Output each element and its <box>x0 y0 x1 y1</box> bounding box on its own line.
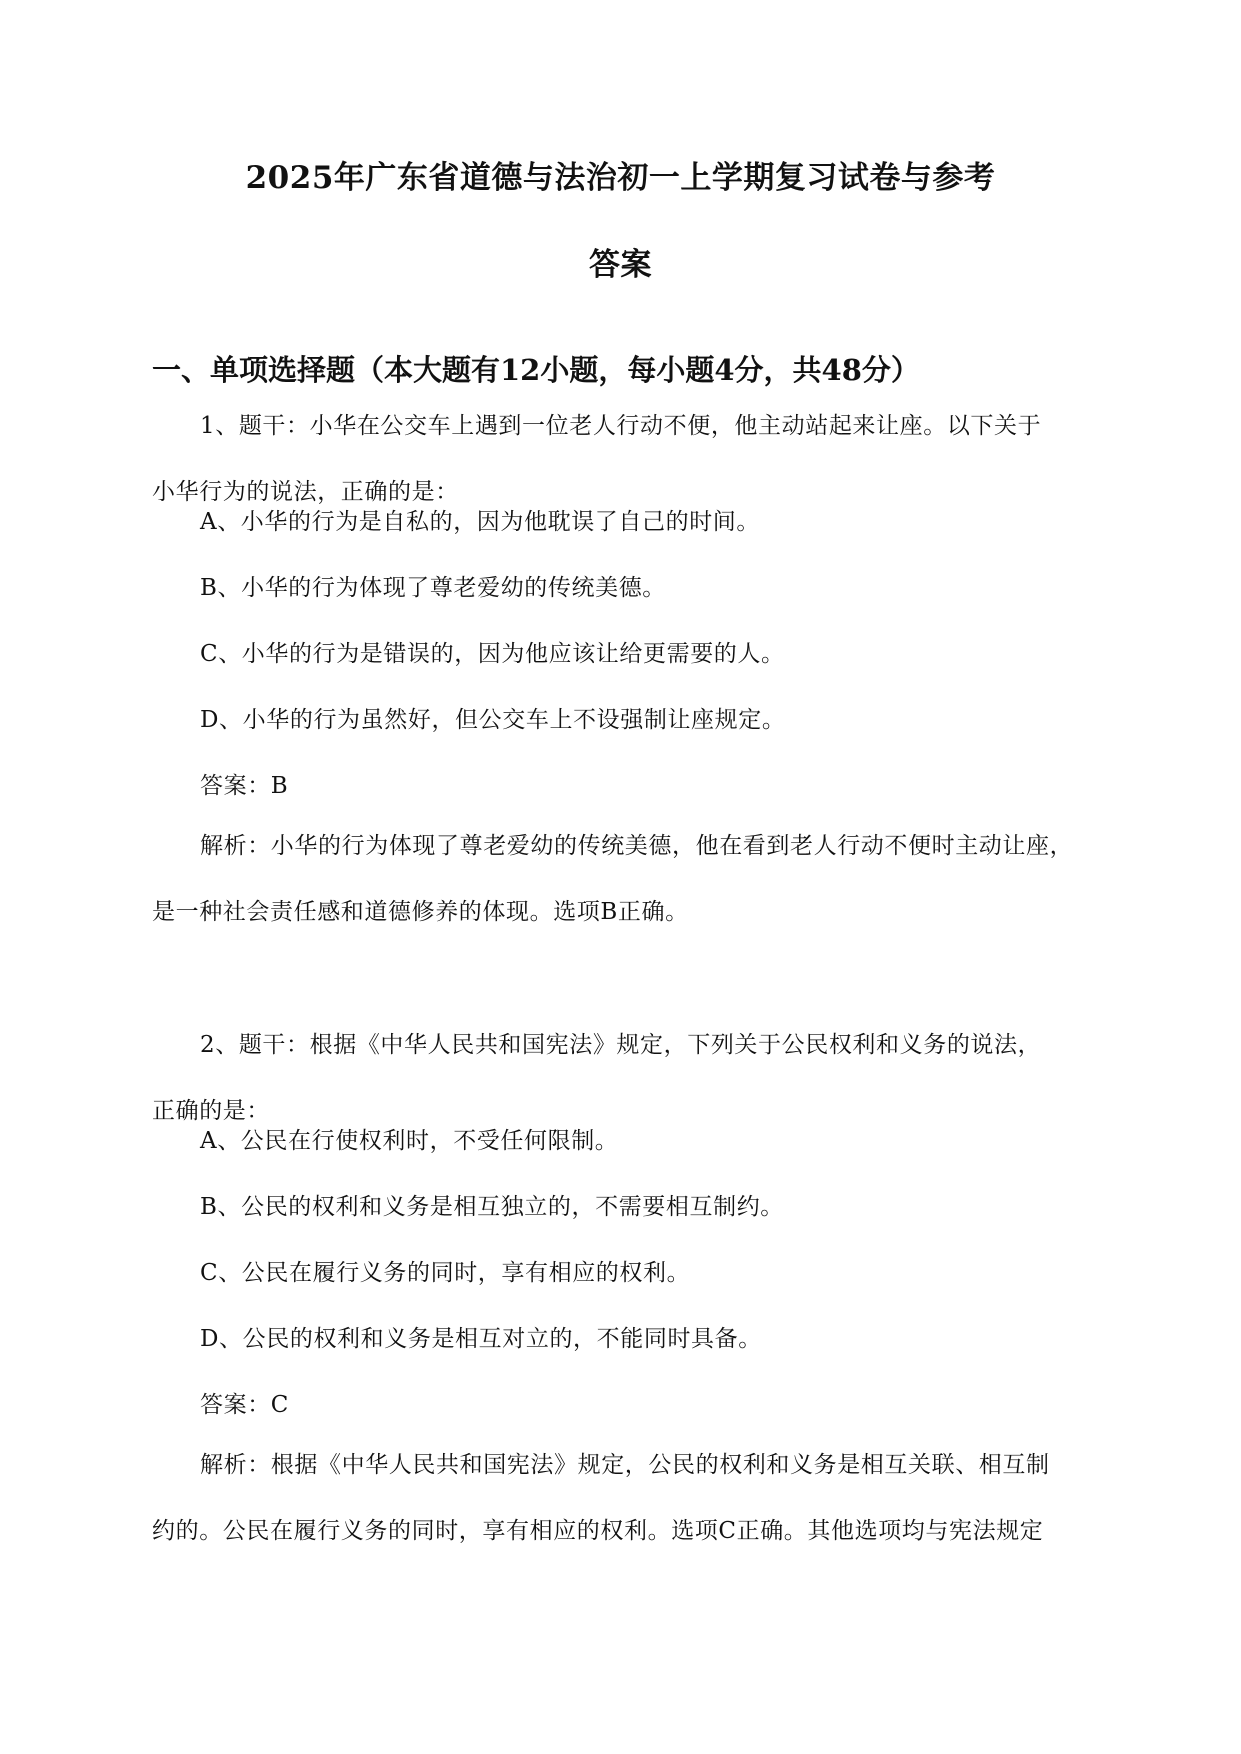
question-1-stem-line1: 1、题干：小华在公交车上遇到一位老人行动不便，他主动站起来让座。以下关于 <box>200 413 1042 439</box>
question-1-analysis <box>152 813 1092 945</box>
question-2-stem-line2: 正确的是： <box>152 1098 270 1124</box>
question-1-option-a: A、小华的行为是自私的，因为他耽误了自己的时间。 <box>200 509 761 535</box>
document-title-line1: 2025年广东省道德与法治初一上学期复习试卷与参考 <box>245 160 996 196</box>
question-2-answer: 答案：C <box>200 1392 289 1418</box>
question-1-analysis-line1: 解析：小华的行为体现了尊老爱幼的传统美德，他在看到老人行动不便时主动让座， <box>200 833 1074 859</box>
question-2-option-b: B、公民的权利和义务是相互独立的，不需要相互制约。 <box>200 1194 784 1220</box>
question-1-option-b: B、小华的行为体现了尊老爱幼的传统美德。 <box>200 575 666 601</box>
question-2-option-a: A、公民在行使权利时，不受任何限制。 <box>200 1128 619 1154</box>
question-1-analysis-line2: 是一种社会责任感和道德修养的体现。选项B正确。 <box>152 899 689 925</box>
document-title-line2: 答案 <box>589 247 652 283</box>
question-1-answer: 答案：B <box>200 773 289 799</box>
question-2-analysis-line1: 解析：根据《中华人民共和国宪法》规定，公民的权利和义务是相互关联、相互制 <box>200 1452 1050 1478</box>
question-2-option-c: C、公民在履行义务的同时，享有相应的权利。 <box>200 1260 691 1286</box>
question-1-stem-line2: 小华行为的说法，正确的是： <box>152 479 459 505</box>
question-2-analysis <box>152 1432 1092 1564</box>
section-heading: 一、单项选择题（本大题有12小题，每小题4分，共48分） <box>152 353 920 387</box>
question-1-option-d: D、小华的行为虽然好，但公交车上不设强制让座规定。 <box>200 707 786 733</box>
question-1-option-c: C、小华的行为是错误的，因为他应该让给更需要的人。 <box>200 641 785 667</box>
question-2-stem-line1: 2、题干：根据《中华人民共和国宪法》规定，下列关于公民权利和义务的说法， <box>200 1032 1042 1058</box>
question-2-option-d: D、公民的权利和义务是相互对立的，不能同时具备。 <box>200 1326 762 1352</box>
question-2-analysis-line2: 约的。公民在履行义务的同时，享有相应的权利。选项C正确。其他选项均与宪法规定 <box>152 1518 1044 1544</box>
